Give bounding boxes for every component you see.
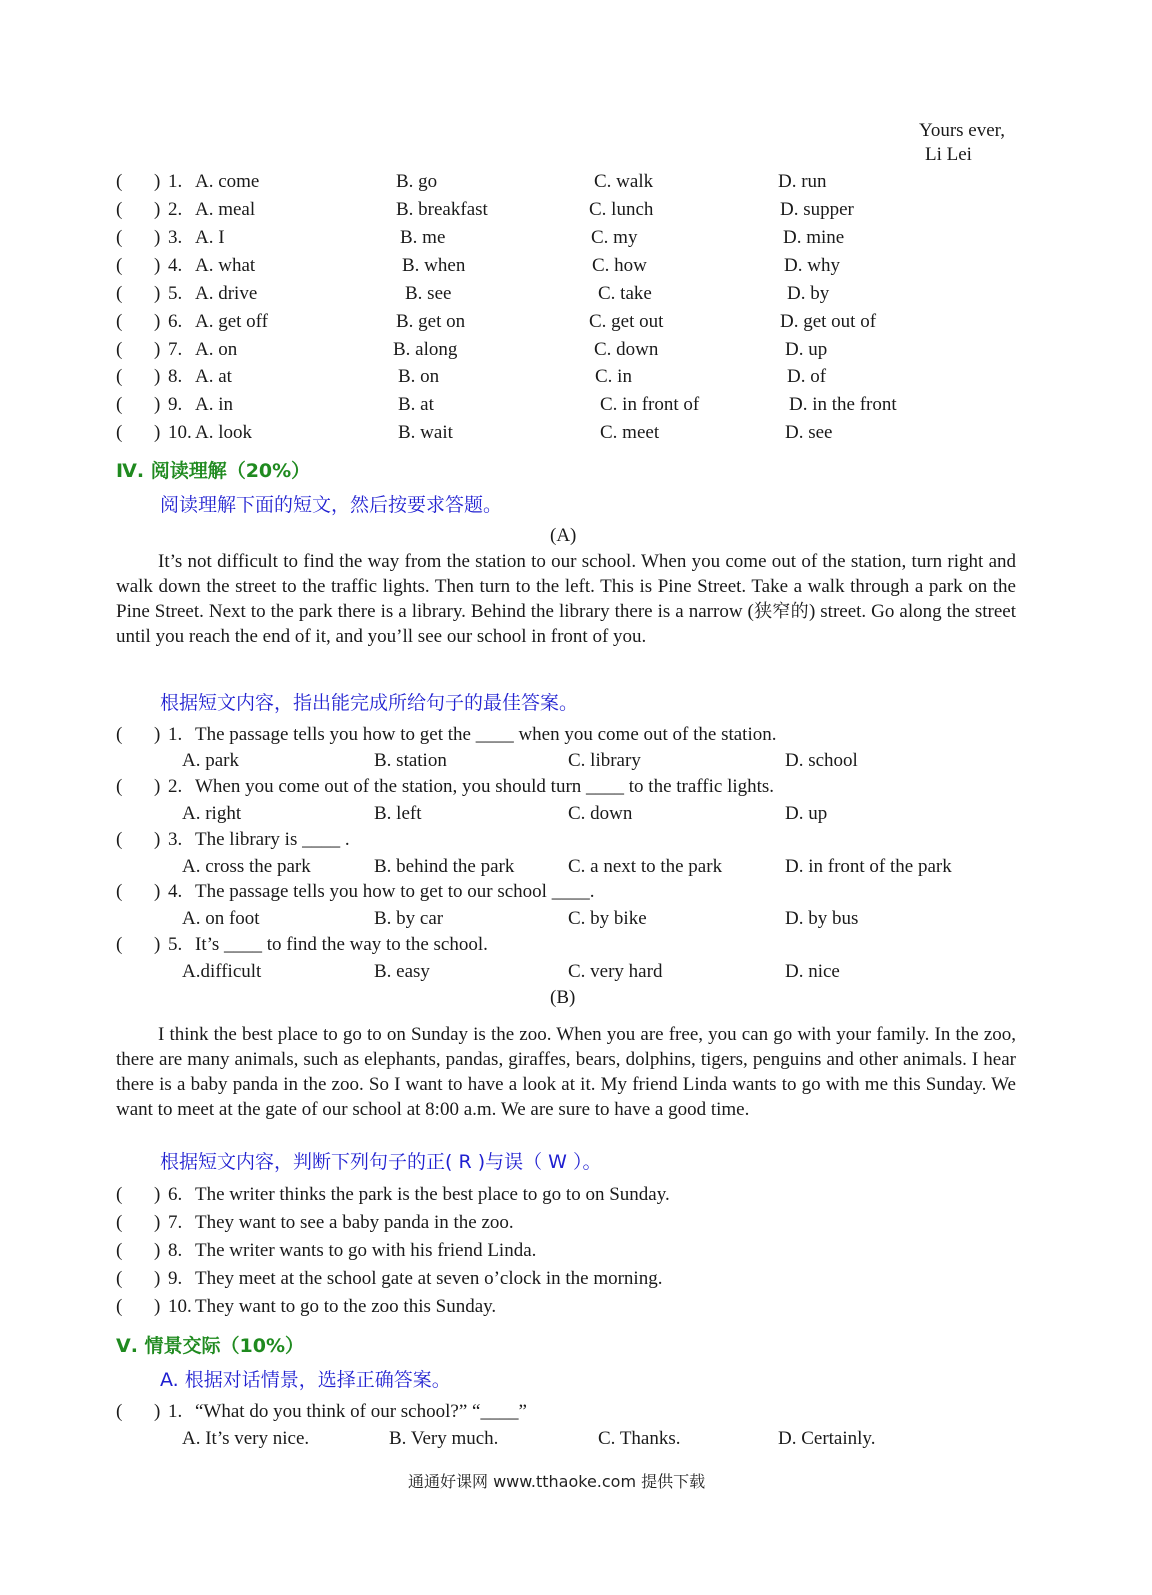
cloze-10-option-b: B. wait: [398, 422, 453, 443]
reading-a-q2-option-a: A. right: [182, 803, 242, 824]
letter-sign-off: Yours ever,: [919, 120, 1005, 141]
reading-a-q4-option-c: C. by bike: [568, 908, 647, 929]
cloze-10-paren-close: ): [154, 422, 161, 443]
reading-a-q4-option-d: D. by bus: [785, 908, 859, 929]
cloze-7-option-b: B. along: [393, 339, 458, 360]
cloze-6-option-c: C. get out: [589, 311, 664, 332]
dialogue-q1-answer-blank[interactable]: (: [116, 1401, 123, 1422]
cloze-7-option-c: C. down: [594, 339, 659, 360]
reading-a-q2-option-d: D. up: [785, 803, 828, 824]
cloze-3-option-c: C. my: [591, 227, 638, 248]
cloze-2-number: 2.: [168, 199, 183, 220]
cloze-8-answer-blank[interactable]: (: [116, 366, 123, 387]
dialogue-q1-number: 1.: [168, 1401, 183, 1422]
reading-b-q10-statement: They want to go to the zoo this Sunday.: [195, 1296, 497, 1317]
cloze-10-answer-blank[interactable]: (: [116, 422, 123, 443]
reading-b-q8-number: 8.: [168, 1240, 183, 1261]
reading-a-q2-option-b: B. left: [374, 803, 422, 824]
cloze-3-answer-blank[interactable]: (: [116, 227, 123, 248]
cloze-8-paren-close: ): [154, 366, 161, 387]
reading-b-q9-answer-blank[interactable]: (: [116, 1268, 123, 1289]
reading-a-q2-number: 2.: [168, 776, 183, 797]
cloze-10-number: 10.: [168, 422, 192, 443]
reading-a-q2-paren-close: ): [154, 776, 161, 797]
reading-a-q2-option-c: C. down: [568, 803, 633, 824]
dialogue-q1-option-c: C. Thanks.: [598, 1428, 681, 1449]
reading-b-q6-statement: The writer thinks the park is the best place to go to on Sunday.: [195, 1184, 670, 1205]
reading-a-q3-option-c: C. a next to the park: [568, 856, 723, 877]
cloze-9-number: 9.: [168, 394, 183, 415]
cloze-7-option-d: D. up: [785, 339, 828, 360]
reading-a-q2-answer-blank[interactable]: (: [116, 776, 123, 797]
reading-a-q5-number: 5.: [168, 934, 183, 955]
reading-a-q5-stem: It’s ____ to find the way to the school.: [195, 934, 488, 955]
reading-a-q1-option-d: D. school: [785, 750, 858, 771]
cloze-3-option-b: B. me: [400, 227, 446, 248]
passage-a-text-1: It’s not difficult to find the way from the station to our school. When you come out of the station, turn right and walk down the street to the traffic lights. Then turn to the left. This is Pine Street. Take a walk through a park on the Pine Street. Next to the park there is a library. Behind the library there is a narrow (: [116, 551, 1016, 622]
cloze-7-answer-blank[interactable]: (: [116, 339, 123, 360]
cloze-4-answer-blank[interactable]: (: [116, 255, 123, 276]
cloze-5-option-d: D. by: [787, 283, 830, 304]
reading-b-q9-statement: They meet at the school gate at seven o’clock in the morning.: [195, 1268, 663, 1289]
cloze-8-option-a: A. at: [195, 366, 232, 387]
cloze-8-number: 8.: [168, 366, 183, 387]
reading-b-q10-number: 10.: [168, 1296, 192, 1317]
cloze-9-paren-close: ): [154, 394, 161, 415]
reading-b-q6-number: 6.: [168, 1184, 183, 1205]
cloze-8-option-d: D. of: [787, 366, 827, 387]
reading-b-q6-answer-blank[interactable]: (: [116, 1184, 123, 1205]
reading-a-q1-paren-close: ): [154, 724, 161, 745]
section-iv-heading: Ⅳ. 阅读理解（20%）: [116, 460, 311, 482]
reading-a-q1-number: 1.: [168, 724, 183, 745]
cloze-2-paren-close: ): [154, 199, 161, 220]
reading-a-q3-option-b: B. behind the park: [374, 856, 515, 877]
reading-a-q4-number: 4.: [168, 881, 183, 902]
cloze-4-option-d: D. why: [784, 255, 840, 276]
cloze-4-number: 4.: [168, 255, 183, 276]
cloze-9-answer-blank[interactable]: (: [116, 394, 123, 415]
cloze-6-answer-blank[interactable]: (: [116, 311, 123, 332]
cloze-6-option-d: D. get out of: [780, 311, 877, 332]
page-footer: 通通好课网 www.tthaoke.com 提供下载: [408, 1472, 706, 1491]
cloze-6-number: 6.: [168, 311, 183, 332]
reading-a-q1-answer-blank[interactable]: (: [116, 724, 123, 745]
reading-b-q7-answer-blank[interactable]: (: [116, 1212, 123, 1233]
passage-a-instruction: 根据短文内容，指出能完成所给句子的最佳答案。: [160, 692, 579, 714]
cloze-1-paren-close: ): [154, 171, 161, 192]
cloze-7-paren-close: ): [154, 339, 161, 360]
cloze-2-option-c: C. lunch: [589, 199, 654, 220]
cloze-5-option-a: A. drive: [195, 283, 258, 304]
reading-a-q3-option-d: D. in front of the park: [785, 856, 952, 877]
cloze-2-option-b: B. breakfast: [396, 199, 488, 220]
cloze-3-option-a: A. I: [195, 227, 225, 248]
reading-a-q3-stem: The library is ____ .: [195, 829, 350, 850]
cloze-2-option-a: A. meal: [195, 199, 256, 220]
reading-b-q6-paren-close: ): [154, 1184, 161, 1205]
cloze-9-option-a: A. in: [195, 394, 233, 415]
reading-b-q8-statement: The writer wants to go with his friend Linda.: [195, 1240, 537, 1261]
reading-b-q9-number: 9.: [168, 1268, 183, 1289]
cloze-7-number: 7.: [168, 339, 183, 360]
cloze-8-option-c: C. in: [595, 366, 632, 387]
reading-a-q3-option-a: A. cross the park: [182, 856, 311, 877]
reading-a-q2-stem: When you come out of the station, you should turn ____ to the traffic lights.: [195, 776, 775, 797]
dialogue-q1-stem: “What do you think of our school?” “____”: [195, 1401, 527, 1422]
cloze-9-option-c: C. in front of: [600, 394, 700, 415]
cloze-10-option-a: A. look: [195, 422, 252, 443]
passage-a-label: (A): [550, 525, 577, 546]
cloze-3-paren-close: ): [154, 227, 161, 248]
cloze-4-paren-close: ): [154, 255, 161, 276]
cloze-5-option-b: B. see: [405, 283, 452, 304]
reading-b-q9-paren-close: ): [154, 1268, 161, 1289]
cloze-6-paren-close: ): [154, 311, 161, 332]
reading-a-q5-answer-blank[interactable]: (: [116, 934, 123, 955]
cloze-2-answer-blank[interactable]: (: [116, 199, 123, 220]
reading-a-q4-option-b: B. by car: [374, 908, 444, 929]
reading-a-q5-paren-close: ): [154, 934, 161, 955]
cloze-5-paren-close: ): [154, 283, 161, 304]
cloze-1-option-d: D. run: [778, 171, 827, 192]
cloze-9-option-b: B. at: [398, 394, 434, 415]
cloze-5-option-c: C. take: [598, 283, 652, 304]
reading-a-q1-stem: The passage tells you how to get the ____ when you come out of the station.: [195, 724, 777, 745]
cloze-1-option-c: C. walk: [594, 171, 654, 192]
cloze-10-option-c: C. meet: [600, 422, 660, 443]
dialogue-q1-option-d: D. Certainly.: [778, 1428, 876, 1449]
reading-a-q1-option-c: C. library: [568, 750, 641, 771]
cloze-5-answer-blank[interactable]: (: [116, 283, 123, 304]
section-iv-instruction: 阅读理解下面的短文，然后按要求答题。: [160, 494, 503, 516]
reading-a-q4-answer-blank[interactable]: (: [116, 881, 123, 902]
passage-b-label: (B): [550, 987, 576, 1008]
cloze-9-option-d: D. in the front: [789, 394, 897, 415]
reading-a-q5-option-d: D. nice: [785, 961, 840, 982]
reading-a-q4-option-a: A. on foot: [182, 908, 260, 929]
reading-a-q5-option-b: B. easy: [374, 961, 430, 982]
reading-a-q3-paren-close: ): [154, 829, 161, 850]
reading-a-q1-option-a: A. park: [182, 750, 239, 771]
passage-b: I think the best place to go to on Sunday is the zoo. When you are free, you can go with your family. In the zoo, there are many animals, such as elephants, pandas, giraffes, bears, dolphins, tigers, penguins and other animals. I hear there is a baby panda in the zoo. So I want to have a look at it. My friend Linda wants to go with me this Sunday. We want to meet at the gate of our school at 8:00 a.m. We are sure to have a good time.: [116, 1024, 1016, 1120]
reading-b-q8-answer-blank[interactable]: (: [116, 1240, 123, 1261]
cloze-4-option-a: A. what: [195, 255, 256, 276]
cloze-1-option-b: B. go: [396, 171, 438, 192]
dialogue-q1-option-a: A. It’s very nice.: [182, 1428, 310, 1449]
reading-b-q8-paren-close: ): [154, 1240, 161, 1261]
cloze-6-option-a: A. get off: [195, 311, 268, 332]
letter-signature: Li Lei: [925, 144, 972, 165]
reading-a-q5-option-c: C. very hard: [568, 961, 663, 982]
reading-b-q7-statement: They want to see a baby panda in the zoo.: [195, 1212, 514, 1233]
reading-a-q4-stem: The passage tells you how to get to our school ____.: [195, 881, 595, 902]
passage-b-instruction: 根据短文内容，判断下列句子的正( R )与误（ W ）。: [160, 1151, 602, 1173]
section-v-instruction: A. 根据对话情景，选择正确答案。: [160, 1369, 451, 1391]
reading-a-q3-number: 3.: [168, 829, 183, 850]
cloze-10-option-d: D. see: [785, 422, 833, 443]
reading-a-q1-option-b: B. station: [374, 750, 447, 771]
passage-a-chinese-gloss: 狭窄的: [753, 601, 809, 622]
reading-b-q7-paren-close: ): [154, 1212, 161, 1233]
cloze-1-number: 1.: [168, 171, 183, 192]
cloze-2-option-d: D. supper: [780, 199, 854, 220]
reading-a-q4-paren-close: ): [154, 881, 161, 902]
reading-a-q5-option-a: A.difficult: [182, 961, 262, 982]
cloze-8-option-b: B. on: [398, 366, 440, 387]
cloze-5-number: 5.: [168, 283, 183, 304]
reading-b-q10-paren-close: ): [154, 1296, 161, 1317]
cloze-7-option-a: A. on: [195, 339, 238, 360]
cloze-6-option-b: B. get on: [396, 311, 466, 332]
cloze-4-option-b: B. when: [402, 255, 466, 276]
reading-a-q3-answer-blank[interactable]: (: [116, 829, 123, 850]
dialogue-q1-option-b: B. Very much.: [389, 1428, 499, 1449]
reading-b-q10-answer-blank[interactable]: (: [116, 1296, 123, 1317]
dialogue-q1-paren-close: ): [154, 1401, 161, 1422]
cloze-1-option-a: A. come: [195, 171, 260, 192]
cloze-3-number: 3.: [168, 227, 183, 248]
cloze-1-answer-blank[interactable]: (: [116, 171, 123, 192]
passage-a: [116, 549, 1016, 649]
reading-b-q7-number: 7.: [168, 1212, 183, 1233]
cloze-4-option-c: C. how: [592, 255, 647, 276]
passage-a-text-2: ) street. Go along the street until you reach the end of it, and you’ll see our school in front of you.: [116, 601, 1016, 647]
section-v-heading: Ⅴ. 情景交际（10%）: [116, 1335, 305, 1357]
cloze-3-option-d: D. mine: [783, 227, 845, 248]
